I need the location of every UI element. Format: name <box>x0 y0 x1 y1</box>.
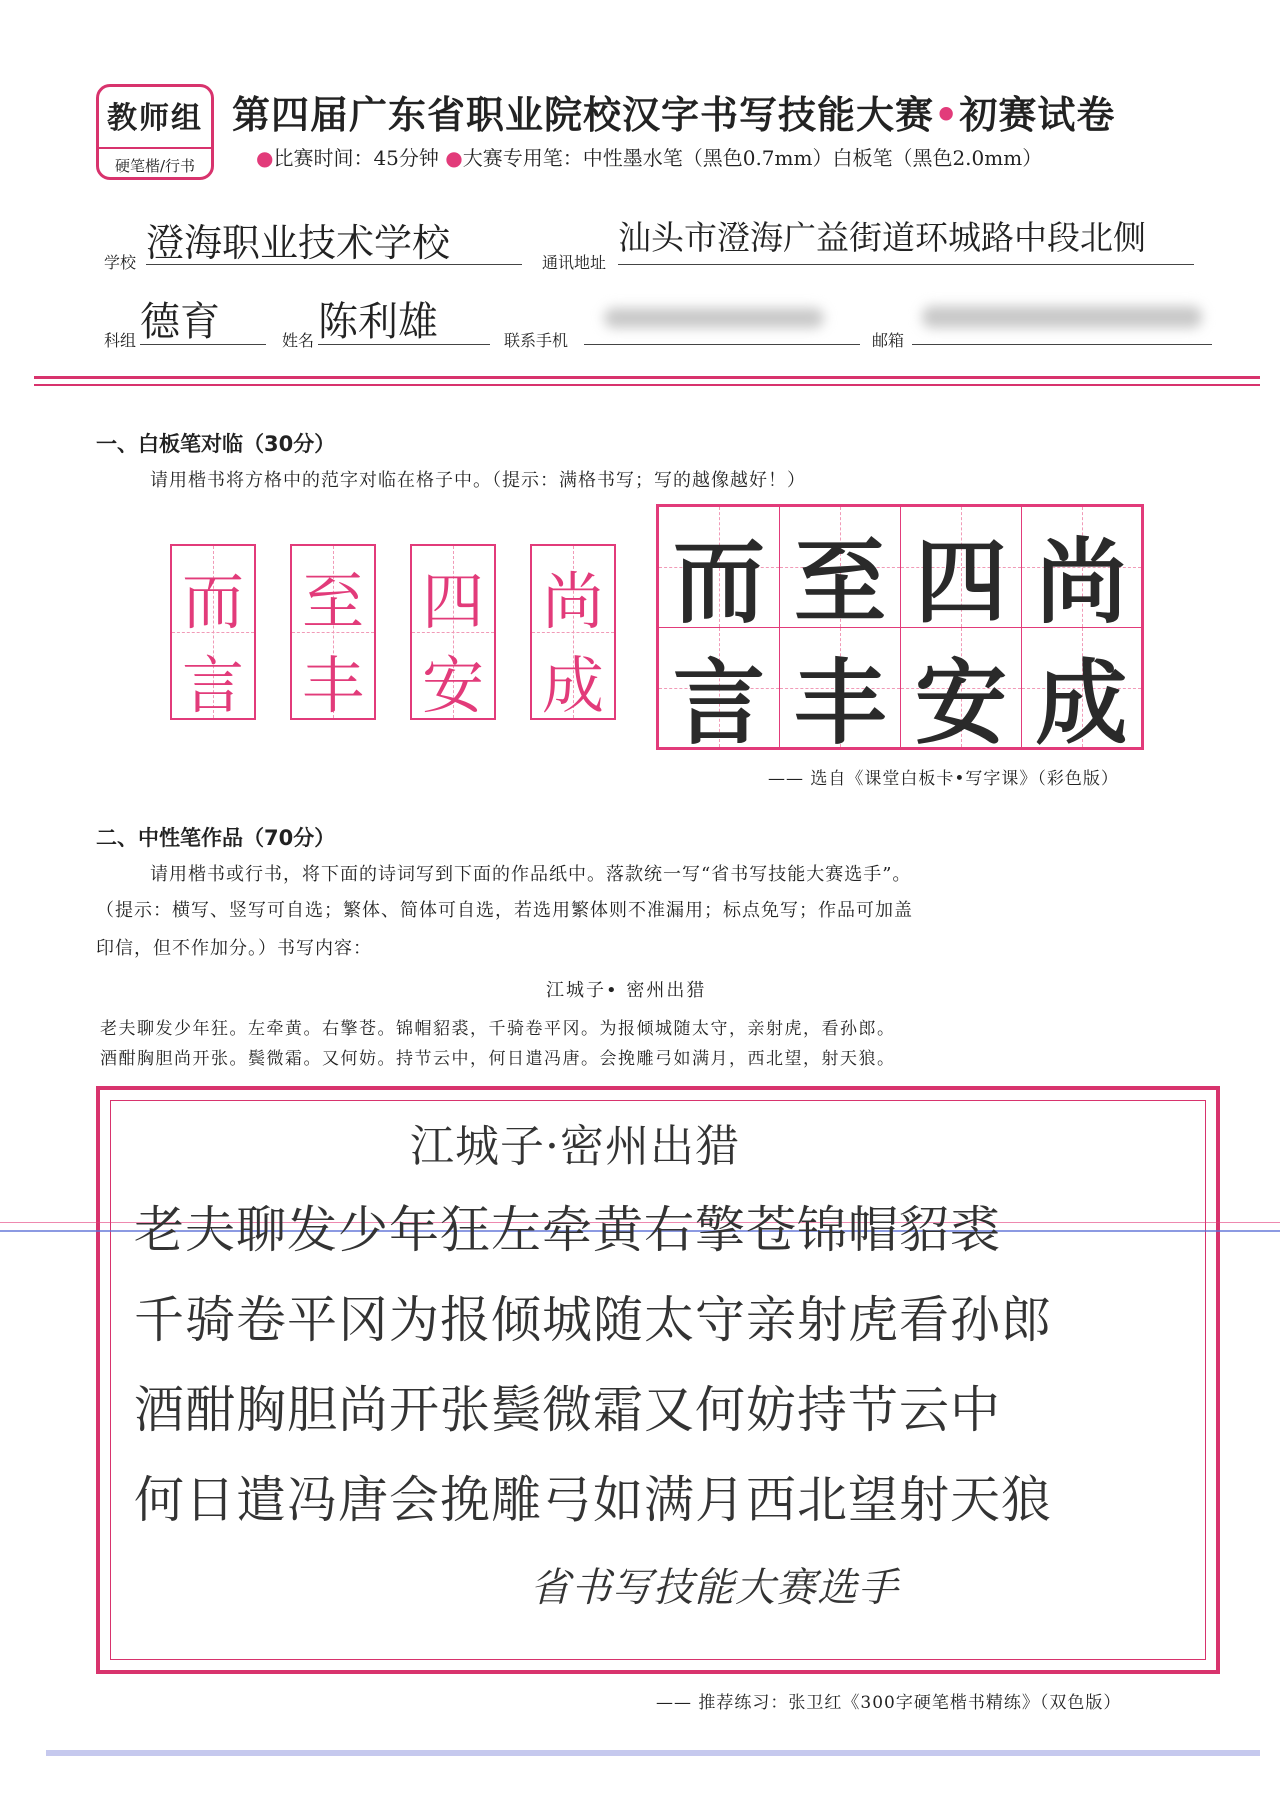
exam-pen: 大赛专用笔：中性墨水笔（黑色0.7mm）白板笔（黑色2.0mm） <box>462 146 1043 170</box>
phone-field[interactable] <box>584 300 860 345</box>
poem-title: 江城子• 密州出猎 <box>546 980 707 1001</box>
model-char: 四 <box>421 565 484 638</box>
header-divider <box>34 376 1260 379</box>
work-line: 老夫聊发少年狂左牵黄右擎苍锦帽貂裘 <box>134 1201 1001 1259</box>
model-char: 至 <box>301 565 364 638</box>
model-char: 而 <box>181 565 244 638</box>
written-char: 言 <box>672 649 765 757</box>
model-char: 尚 <box>541 565 604 638</box>
dept-label: 科组 <box>104 331 137 350</box>
title-dot: • <box>934 93 960 137</box>
work-line: 酒酣胸胆尚开张鬓微霜又何妨持节云中 <box>134 1381 1001 1439</box>
section1-instruction: 请用楷书将方格中的范字对临在格子中。（提示：满格书写；写的越像越好！） <box>150 470 806 491</box>
section1-source: —— 选自《课堂白板卡•写字课》（彩色版） <box>768 769 1119 789</box>
phone-redaction <box>604 308 824 328</box>
section2-heading: 二、中性笔作品（70分） <box>96 826 336 850</box>
exam-time: 比赛时间：45分钟 <box>273 146 439 170</box>
model-box-4 <box>530 544 616 720</box>
school-field[interactable]: 澄海职业技术学校 <box>146 212 522 265</box>
model-box-2 <box>290 544 376 720</box>
model-char: 成 <box>541 649 604 722</box>
writing-grid[interactable] <box>656 504 1144 757</box>
work-signature: 省书写技能大赛选手 <box>530 1565 899 1611</box>
bullet-icon: ● <box>256 146 274 170</box>
name-label: 姓名 <box>282 331 315 350</box>
work-line: 何日遣冯唐会挽雕弓如满月西北望射天狼 <box>134 1471 1052 1529</box>
footer-recommend: —— 推荐练习：张卫红《300字硬笔楷书精练》（双色版） <box>656 1693 1122 1713</box>
title-part2: 初赛试卷 <box>959 93 1116 137</box>
section1-heading: 一、白板笔对临（30分） <box>96 432 336 456</box>
written-char: 丰 <box>793 649 886 757</box>
written-char: 安 <box>914 649 1007 757</box>
section2-instruction-2: （提示：横写、竖写可自选；繁体、简体可自选，若选用繁体则不准漏用；标点免写；作品可加盖 <box>96 900 913 921</box>
section2-instruction-1: 请用楷书或行书，将下面的诗词写到下面的作品纸中。落款统一写“省书写技能大赛选手”。 <box>150 864 912 885</box>
poem-line-1: 老夫聊发少年狂。左牵黄。右擎苍。锦帽貂裘，千骑卷平冈。为报倾城随太守，亲射虎，看孙郎。 <box>100 1019 896 1039</box>
written-char: 成 <box>1035 649 1128 757</box>
name-field[interactable]: 陈利雄 <box>318 290 490 345</box>
group-badge <box>96 84 214 180</box>
written-char: 而 <box>672 528 765 636</box>
model-box-1 <box>170 544 256 720</box>
badge-main-text: 教师组 <box>107 101 203 136</box>
email-redaction <box>922 306 1202 328</box>
bullet-icon: ● <box>445 146 463 170</box>
written-char: 四 <box>914 528 1007 636</box>
model-char: 丰 <box>301 649 364 722</box>
dept-field[interactable]: 德育 <box>140 290 266 345</box>
title-part1: 第四届广东省职业院校汉字书写技能大赛 <box>232 93 935 137</box>
address-label: 通讯地址 <box>542 253 607 272</box>
poem-line-2: 酒酣胸胆尚开张。鬓微霜。又何妨。持节云中，何日遣冯唐。会挽雕弓如满月，西北望，射天狼。 <box>100 1049 896 1069</box>
model-box-3 <box>410 544 496 720</box>
model-char: 言 <box>181 649 244 722</box>
exam-subtitle <box>256 142 1042 171</box>
address-field[interactable]: 汕头市澄海广益街道环城路中段北侧 <box>618 212 1194 265</box>
header-divider-thin <box>34 384 1260 386</box>
model-char: 安 <box>421 649 484 722</box>
work-line: 千骑卷平冈为报倾城随太守亲射虎看孙郎 <box>134 1291 1052 1349</box>
written-char: 尚 <box>1035 528 1128 636</box>
email-field[interactable] <box>912 300 1212 345</box>
phone-label: 联系手机 <box>504 331 569 350</box>
email-label: 邮箱 <box>872 331 905 350</box>
work-title: 江城子·密州出猎 <box>410 1121 740 1172</box>
section2-instruction-3: 印信，但不作加分。）书写内容： <box>96 938 372 959</box>
footer-divider <box>46 1750 1260 1756</box>
written-char: 至 <box>793 528 886 636</box>
badge-sub-text: 硬笔楷/行书 <box>99 147 211 176</box>
school-label: 学校 <box>104 253 137 272</box>
page-title <box>232 84 1115 139</box>
